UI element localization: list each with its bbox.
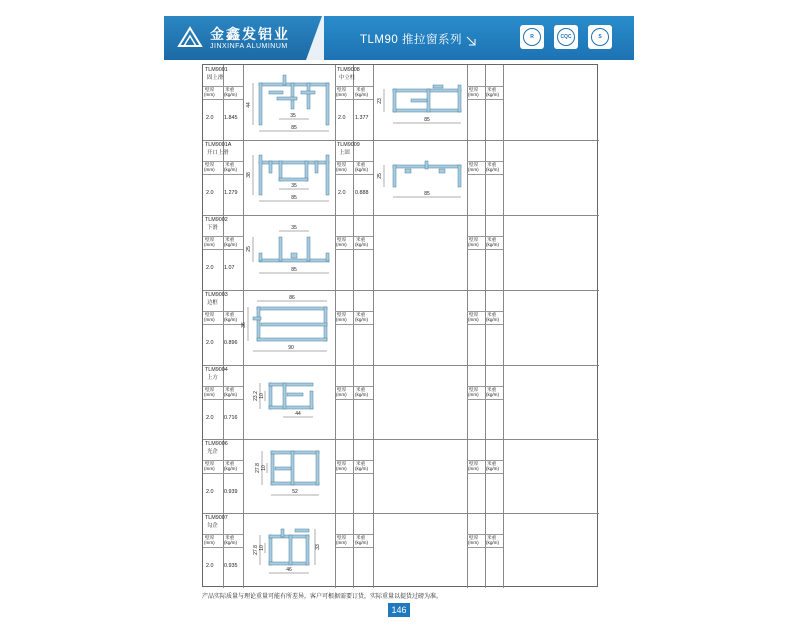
- brand-name-cn: 金鑫发铝业: [210, 27, 290, 43]
- profile-drawing-tlm9008: [375, 73, 467, 135]
- dimension-label: 85: [424, 117, 430, 123]
- cert-badge-s: [588, 25, 612, 49]
- thickness-unit: (mm): [336, 466, 347, 471]
- thickness-unit: (mm): [468, 466, 479, 471]
- thickness-value: 2.0: [206, 563, 214, 569]
- thickness-unit: (mm): [336, 540, 347, 545]
- cert-label: R: [523, 28, 541, 46]
- profile-drawing-tlm9001: [245, 69, 333, 137]
- profile-name: 光企: [207, 449, 218, 455]
- weight-header: 米重: [356, 312, 366, 317]
- thickness-header: 壁厚: [337, 387, 347, 392]
- table-column-divider: [467, 65, 468, 588]
- weight-value: 0.939: [224, 489, 238, 495]
- weight-header: 米重: [356, 162, 366, 167]
- thickness-header: 壁厚: [205, 312, 215, 317]
- thickness-header: 壁厚: [337, 461, 347, 466]
- weight-value: 0.896: [224, 340, 238, 346]
- cell-divider: [335, 174, 373, 175]
- cert-label: CQC: [557, 28, 575, 46]
- table-column-divider: [335, 65, 336, 588]
- weight-header: 米重: [225, 461, 235, 466]
- weight-value: 0.716: [224, 415, 238, 421]
- dimension-label: 36: [241, 322, 247, 328]
- profile-drawing-tlm9003: [239, 293, 335, 359]
- dimension-label: 35: [291, 225, 297, 231]
- thickness-unit: (mm): [336, 317, 347, 322]
- table-row-divider: [203, 140, 599, 141]
- dimension-label: 10: [259, 545, 265, 551]
- page-header: [164, 16, 634, 60]
- weight-unit: (kg/m): [224, 317, 238, 322]
- weight-unit: (kg/m): [355, 392, 369, 397]
- thickness-value: 2.0: [206, 489, 214, 495]
- thickness-header: 壁厚: [337, 87, 347, 92]
- thickness-unit: (mm): [468, 540, 479, 545]
- cell-divider: [203, 324, 243, 325]
- table-row-divider: [203, 290, 599, 291]
- cell-divider: [203, 547, 243, 548]
- thickness-header: 壁厚: [205, 387, 215, 392]
- table-row-divider: [203, 513, 599, 514]
- thickness-unit: (mm): [468, 392, 479, 397]
- dimension-label: 10: [259, 393, 265, 399]
- profile-drawing-tlm9007: [251, 517, 333, 583]
- profile-name: 下滑: [207, 225, 218, 231]
- thickness-unit: (mm): [336, 392, 347, 397]
- dimension-label: 35: [290, 113, 296, 119]
- thickness-value: 2.0: [206, 415, 214, 421]
- thickness-unit: (mm): [204, 167, 215, 172]
- weight-unit: (kg/m): [224, 242, 238, 247]
- thickness-unit: (mm): [468, 317, 479, 322]
- thickness-header: 壁厚: [469, 312, 479, 317]
- profile-name: 中立柱: [339, 75, 356, 81]
- thickness-header: 壁厚: [469, 461, 479, 466]
- dimension-label: 27.8: [253, 545, 259, 555]
- cell-divider: [467, 324, 503, 325]
- table-column-divider: [373, 65, 374, 588]
- profile-name: 上固: [339, 150, 350, 156]
- weight-header: 米重: [225, 387, 235, 392]
- profile-code: TLM9006: [205, 441, 228, 447]
- weight-header: 米重: [487, 312, 497, 317]
- weight-unit: (kg/m): [355, 466, 369, 471]
- weight-header: 米重: [487, 237, 497, 242]
- thickness-header: 壁厚: [337, 237, 347, 242]
- thickness-header: 壁厚: [205, 535, 215, 540]
- weight-unit: (kg/m): [486, 92, 500, 97]
- thickness-value: 2.0: [206, 190, 214, 196]
- profile-table: [202, 64, 598, 587]
- arrow-down-right-icon: [466, 36, 476, 46]
- dimension-label: 33: [315, 544, 321, 550]
- cell-divider: [335, 324, 373, 325]
- thickness-unit: (mm): [468, 242, 479, 247]
- profile-code: TLM9007: [205, 515, 228, 521]
- dimension-label: 23.2: [253, 391, 259, 401]
- thickness-value: 2.0: [338, 190, 346, 196]
- weight-unit: (kg/m): [355, 167, 369, 172]
- thickness-header: 壁厚: [205, 87, 215, 92]
- profile-name: 固上滑: [207, 75, 224, 81]
- profile-code: TLM9009: [337, 142, 360, 148]
- weight-unit: (kg/m): [486, 317, 500, 322]
- profile-code: TLM9002: [205, 217, 228, 223]
- cell-divider: [335, 99, 373, 100]
- profile-code: TLM9001A: [205, 142, 232, 148]
- page-number: 146: [388, 603, 410, 617]
- dimension-label: 52: [292, 489, 298, 495]
- thickness-header: 壁厚: [469, 162, 479, 167]
- thickness-unit: (mm): [204, 466, 215, 471]
- cert-label: S: [591, 28, 609, 46]
- weight-header: 米重: [225, 312, 235, 317]
- thickness-unit: (mm): [204, 317, 215, 322]
- weight-unit: (kg/m): [355, 540, 369, 545]
- profile-code: TLM9008: [337, 67, 360, 73]
- thickness-unit: (mm): [468, 167, 479, 172]
- cell-divider: [467, 473, 503, 474]
- cell-divider: [467, 174, 503, 175]
- thickness-unit: (mm): [204, 92, 215, 97]
- thickness-unit: (mm): [204, 392, 215, 397]
- profile-name: 勾企: [207, 523, 218, 529]
- weight-unit: (kg/m): [224, 392, 238, 397]
- profile-name: 上方: [207, 375, 218, 381]
- cert-badge-cqc: [554, 25, 578, 49]
- weight-header: 米重: [356, 387, 366, 392]
- dimension-label: 35: [291, 183, 297, 189]
- weight-value: 1.279: [224, 190, 238, 196]
- thickness-header: 壁厚: [205, 162, 215, 167]
- weight-header: 米重: [225, 87, 235, 92]
- dimension-label: 85: [424, 191, 430, 197]
- weight-header: 米重: [487, 387, 497, 392]
- weight-value: 1.07: [224, 265, 235, 271]
- weight-header: 米重: [356, 535, 366, 540]
- weight-unit: (kg/m): [486, 466, 500, 471]
- thickness-header: 壁厚: [469, 387, 479, 392]
- weight-unit: (kg/m): [224, 92, 238, 97]
- cell-divider: [467, 399, 503, 400]
- weight-unit: (kg/m): [486, 540, 500, 545]
- weight-unit: (kg/m): [355, 92, 369, 97]
- dimension-label: 25: [246, 246, 252, 252]
- brand-name-en: JINXINFA ALUMINUM: [210, 43, 288, 50]
- profile-code: TLM9004: [205, 367, 228, 373]
- thickness-header: 壁厚: [469, 237, 479, 242]
- weight-unit: (kg/m): [355, 317, 369, 322]
- series-banner: [324, 16, 634, 60]
- thickness-header: 壁厚: [205, 461, 215, 466]
- dimension-label: 86: [289, 295, 295, 301]
- weight-unit: (kg/m): [224, 167, 238, 172]
- weight-header: 米重: [356, 461, 366, 466]
- profile-drawing-tlm9006: [253, 445, 329, 507]
- dimension-label: 85: [291, 125, 297, 131]
- thickness-unit: (mm): [204, 540, 215, 545]
- dimension-label: 90: [288, 345, 294, 351]
- thickness-header: 壁厚: [469, 535, 479, 540]
- table-row-divider: [203, 365, 599, 366]
- weight-unit: (kg/m): [486, 242, 500, 247]
- table-row-divider: [203, 439, 599, 440]
- weight-unit: (kg/m): [355, 242, 369, 247]
- thickness-value: 2.0: [206, 265, 214, 271]
- weight-value: 0.888: [355, 190, 369, 196]
- weight-header: 米重: [225, 162, 235, 167]
- dimension-label: 46: [286, 567, 292, 573]
- weight-value: 1.845: [224, 115, 238, 121]
- cell-divider: [335, 547, 373, 548]
- profile-drawing-tlm9004: [251, 371, 321, 433]
- weight-header: 米重: [356, 237, 366, 242]
- cell-divider: [467, 99, 503, 100]
- thickness-value: 2.0: [206, 340, 214, 346]
- thickness-unit: (mm): [204, 242, 215, 247]
- weight-value: 1.377: [355, 115, 369, 121]
- series-title: TLM90 推拉窗系列: [360, 34, 462, 46]
- cell-divider: [203, 473, 243, 474]
- thickness-unit: (mm): [336, 92, 347, 97]
- profile-code: TLM9003: [205, 292, 228, 298]
- profile-drawing-tlm9001a: [245, 145, 333, 211]
- thickness-header: 壁厚: [205, 237, 215, 242]
- cell-divider: [203, 399, 243, 400]
- profile-name: 边框: [207, 300, 218, 306]
- thickness-header: 壁厚: [469, 87, 479, 92]
- profile-name: 开口上滑: [207, 150, 229, 156]
- weight-value: 0.935: [224, 563, 238, 569]
- dimension-label: 10: [261, 465, 267, 471]
- weight-unit: (kg/m): [486, 392, 500, 397]
- cell-divider: [467, 547, 503, 548]
- profile-drawing-tlm9002: [245, 219, 333, 285]
- profile-code: TLM9001: [205, 67, 228, 73]
- profile-drawing-tlm9009: [375, 147, 467, 209]
- cell-divider: [335, 473, 373, 474]
- thickness-value: 2.0: [338, 115, 346, 121]
- dimension-label: 27.8: [255, 463, 261, 473]
- dimension-label: 38: [246, 172, 252, 178]
- cell-divider: [467, 249, 503, 250]
- weight-header: 米重: [487, 162, 497, 167]
- thickness-header: 壁厚: [337, 312, 347, 317]
- weight-header: 米重: [225, 237, 235, 242]
- logo-icon: [176, 24, 204, 52]
- thickness-header: 壁厚: [337, 162, 347, 167]
- dimension-label: 23: [377, 98, 383, 104]
- dimension-label: 25: [377, 173, 383, 179]
- cell-divider: [335, 399, 373, 400]
- thickness-value: 2.0: [206, 115, 214, 121]
- weight-header: 米重: [487, 87, 497, 92]
- cert-badge-r: [520, 25, 544, 49]
- weight-header: 米重: [225, 535, 235, 540]
- thickness-unit: (mm): [336, 242, 347, 247]
- table-column-divider: [503, 65, 504, 588]
- weight-unit: (kg/m): [486, 167, 500, 172]
- table-column-divider: [485, 65, 486, 588]
- weight-unit: (kg/m): [224, 540, 238, 545]
- thickness-unit: (mm): [468, 92, 479, 97]
- table-row-divider: [203, 215, 599, 216]
- cell-divider: [203, 99, 243, 100]
- dimension-label: 44: [246, 102, 252, 108]
- dimension-label: 44: [295, 411, 301, 417]
- thickness-unit: (mm): [336, 167, 347, 172]
- cell-divider: [203, 174, 243, 175]
- dimension-label: 85: [291, 267, 297, 273]
- dimension-label: 85: [291, 195, 297, 201]
- cell-divider: [203, 249, 243, 250]
- brand-banner: [164, 16, 324, 60]
- footer-note: 产品实际质量与理论重量可能有所差异，客户可根据需要订货，实际重量以提货过磅为准。: [202, 593, 443, 600]
- cell-divider: [335, 249, 373, 250]
- weight-unit: (kg/m): [224, 466, 238, 471]
- weight-header: 米重: [487, 535, 497, 540]
- weight-header: 米重: [356, 87, 366, 92]
- thickness-header: 壁厚: [337, 535, 347, 540]
- weight-header: 米重: [487, 461, 497, 466]
